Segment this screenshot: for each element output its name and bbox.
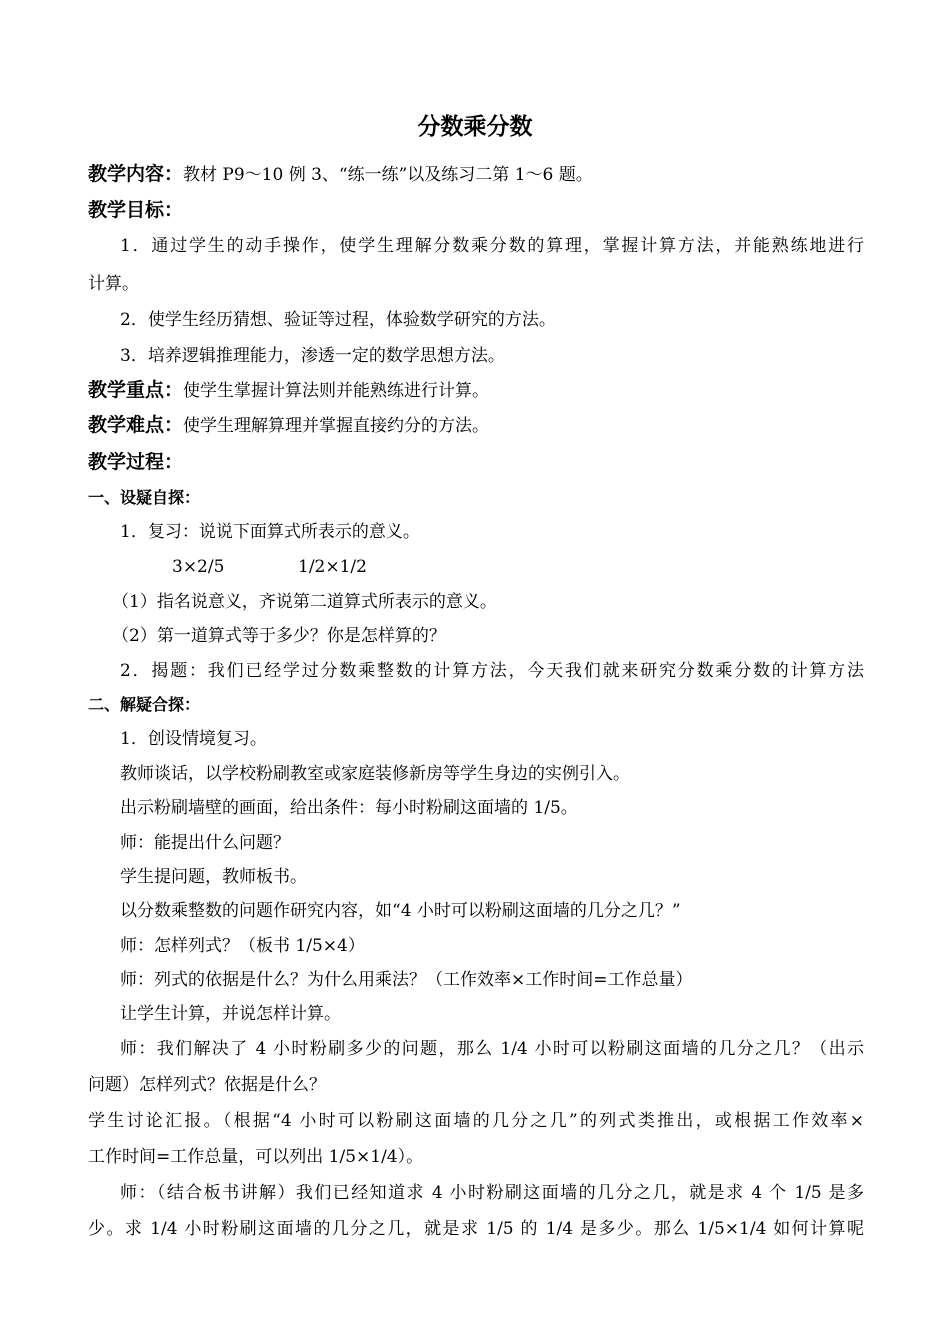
difficulty-row	[88, 413, 489, 438]
paragraph-3: 师：能提出什么问题？	[120, 833, 290, 853]
key-label: 教学重点：	[88, 379, 184, 401]
section-1-item-1: 1．复习：说说下面算式所表示的意义。	[120, 522, 420, 542]
paragraph-7: 师：列式的依据是什么？为什么用乘法？（工作效率×工作时间=工作总量）	[120, 970, 693, 990]
section-1-heading: 一、设疑自探：	[88, 488, 201, 507]
paragraph-1: 教师谈话，以学校粉刷教室或家庭装修新房等学生身边的实例引入。	[120, 764, 630, 784]
section-1-question-1: （1）指名说意义，齐说第二道算式所表示的意义。	[112, 592, 497, 612]
expression-1: 3×2/5	[172, 557, 225, 577]
key-row	[88, 378, 489, 403]
goal-1-line-2: 计算。	[88, 274, 139, 294]
paragraph-11-line-1: 师：（结合板书讲解）我们已经知道求 4 小时粉刷这面墙的几分之几，就是求 4 个 1/5 是多	[120, 1183, 864, 1203]
paragraph-4: 学生提问题，教师板书。	[120, 867, 307, 887]
expression-2: 1/2×1/2	[298, 557, 367, 577]
content-text: 教材 P9～10 例 3、“练一练”以及练习二第 1～6 题。	[183, 165, 593, 185]
document-title: 分数乘分数	[417, 114, 533, 140]
section-2-item-1: 1．创设情境复习。	[120, 729, 267, 749]
paragraph-10-line-1: 学生讨论汇报。（根据“4 小时可以粉刷这面墙的几分之几”的列式类推出，或根据工作效率×	[88, 1111, 864, 1131]
goal-heading: 教学目标：	[88, 199, 184, 221]
content-label: 教学内容：	[88, 163, 184, 185]
paragraph-5: 以分数乘整数的问题作研究内容，如“4 小时可以粉刷这面墙的几分之几？”	[120, 901, 681, 921]
paragraph-2: 出示粉刷墙壁的画面，给出条件：每小时粉刷这面墙的 1/5。	[120, 798, 578, 818]
key-text: 使学生掌握计算法则并能熟练进行计算。	[183, 381, 490, 401]
paragraph-10-line-2: 工作时间=工作总量，可以列出 1/5×1/4）。	[88, 1147, 424, 1167]
goal-2: 2．使学生经历猜想、验证等过程，体验数学研究的方法。	[120, 310, 556, 330]
section-1-item-2: 2．揭题：我们已经学过分数乘整数的计算方法，今天我们就来研究分数乘分数的计算方法	[120, 661, 864, 681]
goal-1-line-1: 1．通过学生的动手操作，使学生理解分数乘分数的算理，掌握计算方法，并能熟练地进行	[120, 236, 864, 256]
process-heading: 教学过程：	[88, 451, 184, 473]
paragraph-8: 让学生计算，并说怎样计算。	[120, 1004, 341, 1024]
paragraph-11-line-2: 少。求 1/4 小时粉刷这面墙的几分之几，就是求 1/5 的 1/4 是多少。那么 1/5×1/4 如何计算呢	[88, 1219, 864, 1239]
goal-3: 3．培养逻辑推理能力，渗透一定的数学思想方法。	[120, 346, 505, 366]
paragraph-6: 师：怎样列式？（板书 1/5×4）	[120, 936, 365, 956]
difficulty-label: 教学难点：	[88, 414, 184, 436]
paragraph-9-line-2: 问题）怎样列式？依据是什么？	[88, 1075, 326, 1095]
section-2-heading: 二、解疑合探：	[88, 695, 201, 714]
difficulty-text: 使学生理解算理并掌握直接约分的方法。	[183, 416, 490, 436]
section-1-question-2: （2）第一道算式等于多少？你是怎样算的？	[112, 626, 446, 646]
paragraph-9-line-1: 师：我们解决了 4 小时粉刷多少的问题，那么 1/4 小时可以粉刷这面墙的几分之几？（出示	[120, 1039, 864, 1059]
content-row	[88, 162, 593, 187]
